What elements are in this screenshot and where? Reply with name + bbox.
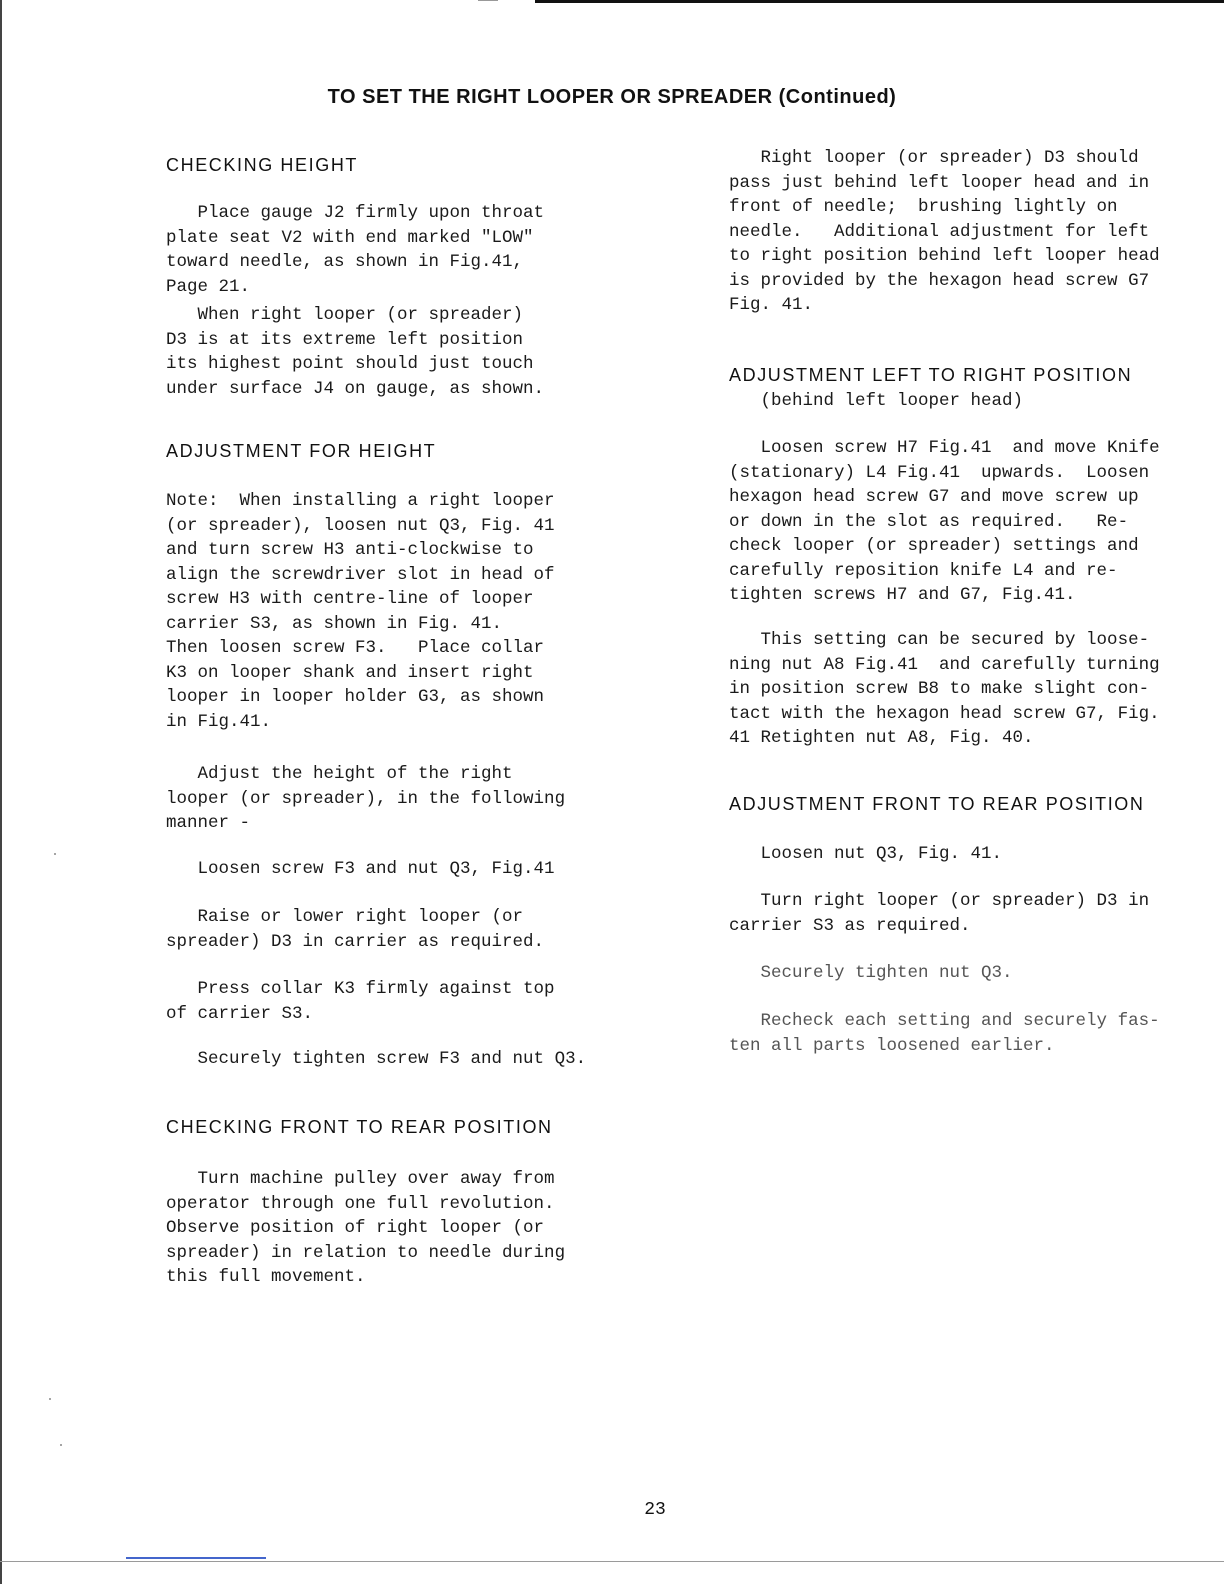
step-turn-looper: Turn right looper (or spreader) D3 in carrier S3 as required. [729, 891, 1150, 936]
heading-adjustment-front-rear: ADJUSTMENT FRONT TO REAR POSITION [729, 794, 1145, 814]
paragraph-adjust-height: Adjust the height of the right looper (or spreader), in the following manner - [166, 764, 566, 833]
scan-bottom-edge [0, 1561, 1224, 1562]
paragraph-looper-position: When right looper (or spreader) D3 is at its extreme left position its highest point should just touch under surface J4 on gauge, as shown. [166, 305, 545, 399]
step-recheck: Recheck each setting and securely fas- ten all parts loosened earlier. [729, 1011, 1160, 1056]
paragraph-loosen-knife: Loosen screw H7 Fig.41 and move Knife (stationary) L4 Fig.41 upwards. Loosen hexagon head screw G7 and move screw up or down in the slot as required. Re- check looper (or spreader) settings and carefully reposition knife L4 and re- tighten screws H7 and G7, Fig.41. [729, 438, 1160, 605]
heading-checking-front-rear: CHECKING FRONT TO REAR POSITION [166, 1117, 553, 1137]
heading-adjustment-left-right: ADJUSTMENT LEFT TO RIGHT POSITION [729, 365, 1133, 385]
step-loosen-screw: Loosen screw F3 and nut Q3, Fig.41 [166, 859, 555, 879]
page-number: 23 [644, 1500, 666, 1520]
scan-top-edge [535, 0, 1224, 3]
scan-top-mark [478, 0, 498, 1]
step-raise-lower: Raise or lower right looper (or spreader) D3 in carrier as required. [166, 907, 545, 952]
step-tighten-nut: Securely tighten nut Q3. [729, 963, 1013, 983]
paragraph-installation-note: Note: When installing a right looper (or spreader), loosen nut Q3, Fig. 41 and turn screw H3 anti-clockwise to align the screwdriver slot in head of screw H3 with centre-line of looper carrier S3, as shown in Fig. 41. Then loosen screw F3. Place collar K3 on looper shank and insert right looper in looper holder G3, as shown in Fig.41. [166, 491, 555, 732]
paragraph-gauge-placement: Place gauge J2 firmly upon throat plate seat V2 with end marked "LOW" toward needle, as shown in Fig.41, Page 21. [166, 203, 545, 297]
paragraph-pulley-revolution: Turn machine pulley over away from operator through one full revolution. Observe position of right looper (or spreader) in relation to needle during this full movement. [166, 1169, 566, 1287]
scan-bottom-mark [126, 1557, 266, 1559]
heading-adjustment-for-height: ADJUSTMENT FOR HEIGHT [166, 441, 437, 461]
paragraph-looper-pass: Right looper (or spreader) D3 should pass just behind left looper head and in front of needle; brushing lightly on needle. Additional adjustment for left to right position behind left looper head is provided by the hexagon head screw G7 Fig. 41. [729, 148, 1160, 315]
scan-left-edge [0, 0, 2, 1584]
step-loosen-nut: Loosen nut Q3, Fig. 41. [729, 844, 1003, 864]
scan-speck [54, 853, 56, 855]
scan-speck [49, 1398, 51, 1400]
step-press-collar: Press collar K3 firmly against top of carrier S3. [166, 979, 555, 1024]
step-tighten: Securely tighten screw F3 and nut Q3. [166, 1049, 587, 1069]
subheading-behind-left-looper: (behind left looper head) [729, 391, 1024, 411]
page-title: TO SET THE RIGHT LOOPER OR SPREADER (Continued) [327, 86, 897, 108]
heading-checking-height: CHECKING HEIGHT [166, 155, 359, 175]
scan-speck [60, 1444, 62, 1446]
paragraph-secure-setting: This setting can be secured by loose- ning nut A8 Fig.41 and carefully turning in position screw B8 to make slight con- tact with the hexagon head screw G7, Fig. 41 Retighten nut A8, Fig. 40. [729, 630, 1160, 748]
